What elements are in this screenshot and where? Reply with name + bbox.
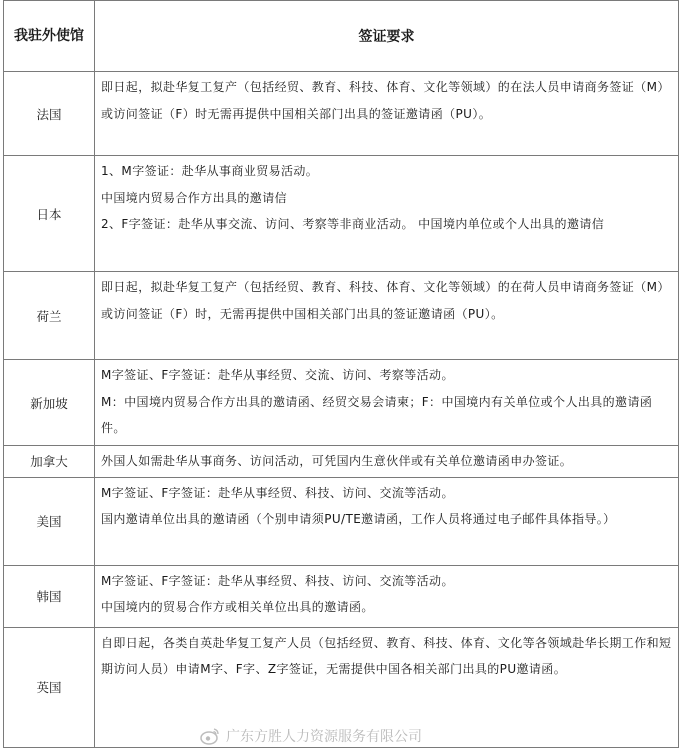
table-row-usa: [4, 477, 679, 565]
requirement-text: 即日起，拟赴华复工复产（包括经贸、教育、科技、体育、文化等领域）的在荷人员申请商务签证（M）或访问签证（F）时，无需再提供中国相关部门出具的签证邀请函（PU）。: [101, 280, 670, 321]
requirement-cell: [95, 72, 679, 156]
weibo-icon: [200, 727, 220, 745]
requirement-text: M字签证、F字签证：赴华从事经贸、科技、访问、交流等活动。: [101, 485, 454, 500]
country-cell: 英国: [4, 627, 95, 747]
requirement-text: 即日起，拟赴华复工复产（包括经贸、教育、科技、体育、文化等领域）的在法人员申请商务签证（M）或访问签证（F）时无需再提供中国相关部门出具的签证邀请函（PU）。: [101, 80, 670, 121]
watermark: [200, 726, 422, 746]
requirement-cell: [95, 565, 679, 627]
header-embassy: 我驻外使馆: [4, 1, 95, 72]
requirement-text: 2、F字签证：赴华从事交流、访问、考察等非商业活动。 中国境内单位或个人出具的邀请信: [101, 217, 605, 231]
table-row-canada: [4, 446, 679, 478]
requirement-cell: [95, 156, 679, 272]
visa-requirements-table: [3, 0, 679, 748]
requirement-text: 自即日起，各类自英赴华复工复产人员（包括经贸、教育、科技、体育、文化等各领域赴华长期工作和短期访问人员）申请M字、F字、Z字签证，无需提供中国各相关部门出具的PU邀请函。: [101, 635, 672, 676]
requirement-text: 国内邀请单位出具的邀请函（个别申请须PU/TE邀请函，工作人员将通过电子邮件具体指导。）: [101, 512, 616, 526]
country-cell: 法国: [4, 72, 95, 156]
country-cell: 荷兰: [4, 272, 95, 360]
requirement-cell: [95, 272, 679, 360]
table-header-row: [4, 1, 679, 72]
country-cell: 日本: [4, 156, 95, 272]
requirement-text: M：中国境内贸易合作方出具的邀请函、经贸交易会请柬；F：中国境内有关单位或个人出具的邀请函件。: [101, 394, 653, 435]
requirement-text: 中国境内贸易合作方出具的邀请信: [101, 190, 288, 205]
table-row-japan: [4, 156, 679, 272]
country-cell: 美国: [4, 477, 95, 565]
country-cell: 韩国: [4, 565, 95, 627]
table-row-france: [4, 72, 679, 156]
requirement-text: 中国境内的贸易合作方或相关单位出具的邀请函。: [101, 600, 374, 614]
header-visa-requirements: 签证要求: [95, 1, 679, 72]
requirement-text: 1、M字签证：赴华从事商业贸易活动。: [101, 164, 319, 178]
requirement-cell: [95, 446, 679, 478]
table-row-singapore: [4, 360, 679, 446]
table-row-korea: [4, 565, 679, 627]
watermark-text: 广东方胜人力资源服务有限公司: [226, 729, 422, 745]
requirement-text: M字签证、F字签证：赴华从事经贸、科技、访问、交流等活动。: [101, 573, 454, 588]
table-row-netherlands: [4, 272, 679, 360]
requirement-text: M字签证、F字签证：赴华从事经贸、交流、访问、考察等活动。: [101, 368, 454, 382]
requirement-text: 外国人如需赴华从事商务、访问活动，可凭国内生意伙伴或有关单位邀请函申办签证。: [101, 454, 573, 468]
country-cell: 新加坡: [4, 360, 95, 446]
requirement-cell: [95, 477, 679, 565]
requirement-cell: [95, 360, 679, 446]
country-cell: 加拿大: [4, 446, 95, 478]
